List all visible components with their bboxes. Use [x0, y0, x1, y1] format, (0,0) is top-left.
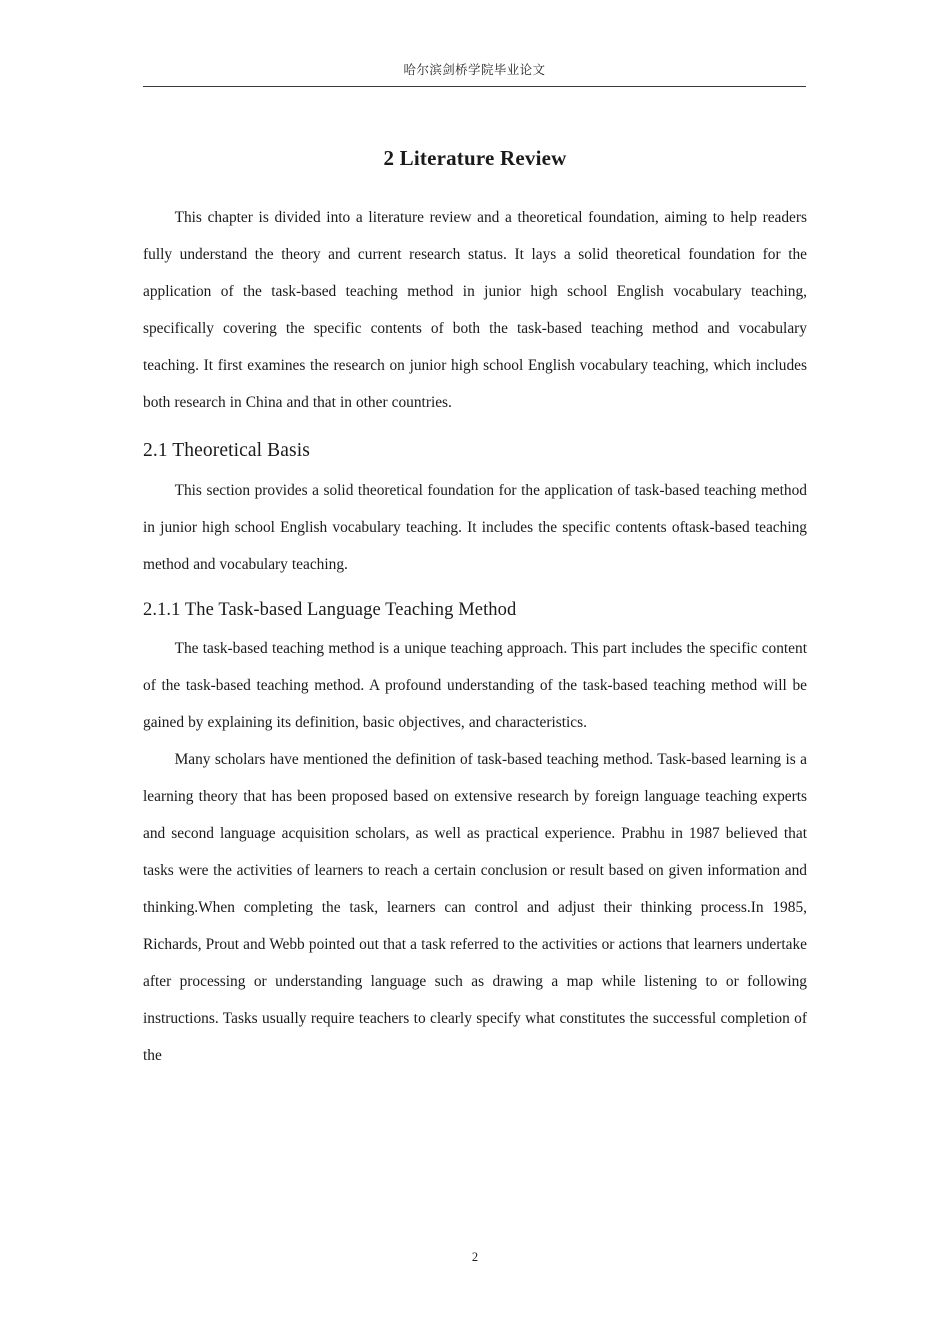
page-footer [0, 1248, 950, 1266]
intro-paragraph: This chapter is divided into a literature review and a theoretical foundation, aiming to help readers fully understand the theory and current research status. It lays a solid theoretical foundation for the application of the task-based teaching method in junior high school English vocabulary teaching, specifically covering the specific contents of both the task-based teaching method and vocabulary teaching. It first examines the research on junior high school English vocabulary teaching, which includes both research in China and that in other countries. [143, 209, 807, 411]
section-2-1-paragraph: This section provides a solid theoretical foundation for the application of task-based teaching method in junior high school English vocabulary teaching. It includes the specific contents oftask-based teaching method and vocabulary teaching. [143, 482, 807, 573]
header-divider [143, 86, 806, 87]
header-title: 哈尔滨剑桥学院毕业论文 [403, 63, 546, 77]
running-header [143, 62, 806, 95]
section-2-1-1-paragraph-1: The task-based teaching method is a unique teaching approach. This part includes the specific content of the task-based teaching method. A profound understanding of the task-based teaching method will be gained by explaining its definition, basic objectives, and characteristics. [143, 640, 807, 731]
section-heading-2-1-1: 2.1.1 The Task-based Language Teaching Method [143, 600, 517, 620]
page-number: 2 [471, 1250, 479, 1264]
document-content [143, 143, 807, 1111]
section-heading-2-1: 2.1 Theoretical Basis [143, 440, 310, 461]
chapter-title: 2 Literature Review [383, 146, 567, 170]
section-2-1-1-paragraph-2: Many scholars have mentioned the definition of task-based teaching method. Task-based learning is a learning theory that has been proposed based on extensive research by foreign language teaching experts and second language acquisition scholars, as well as practical experience. Prabhu in 1987 believed that tasks were the activities of learners to reach a certain conclusion or result based on given information and thinking.When completing the task, learners can control and adjust their thinking process.In 1985, Richards, Prout and Webb pointed out that a task referred to the activities or actions that learners undertake after processing or understanding language such as drawing a map while listening to or following instructions. Tasks usually require teachers to clearly specify what constitutes the successful completion of the [143, 751, 807, 1064]
